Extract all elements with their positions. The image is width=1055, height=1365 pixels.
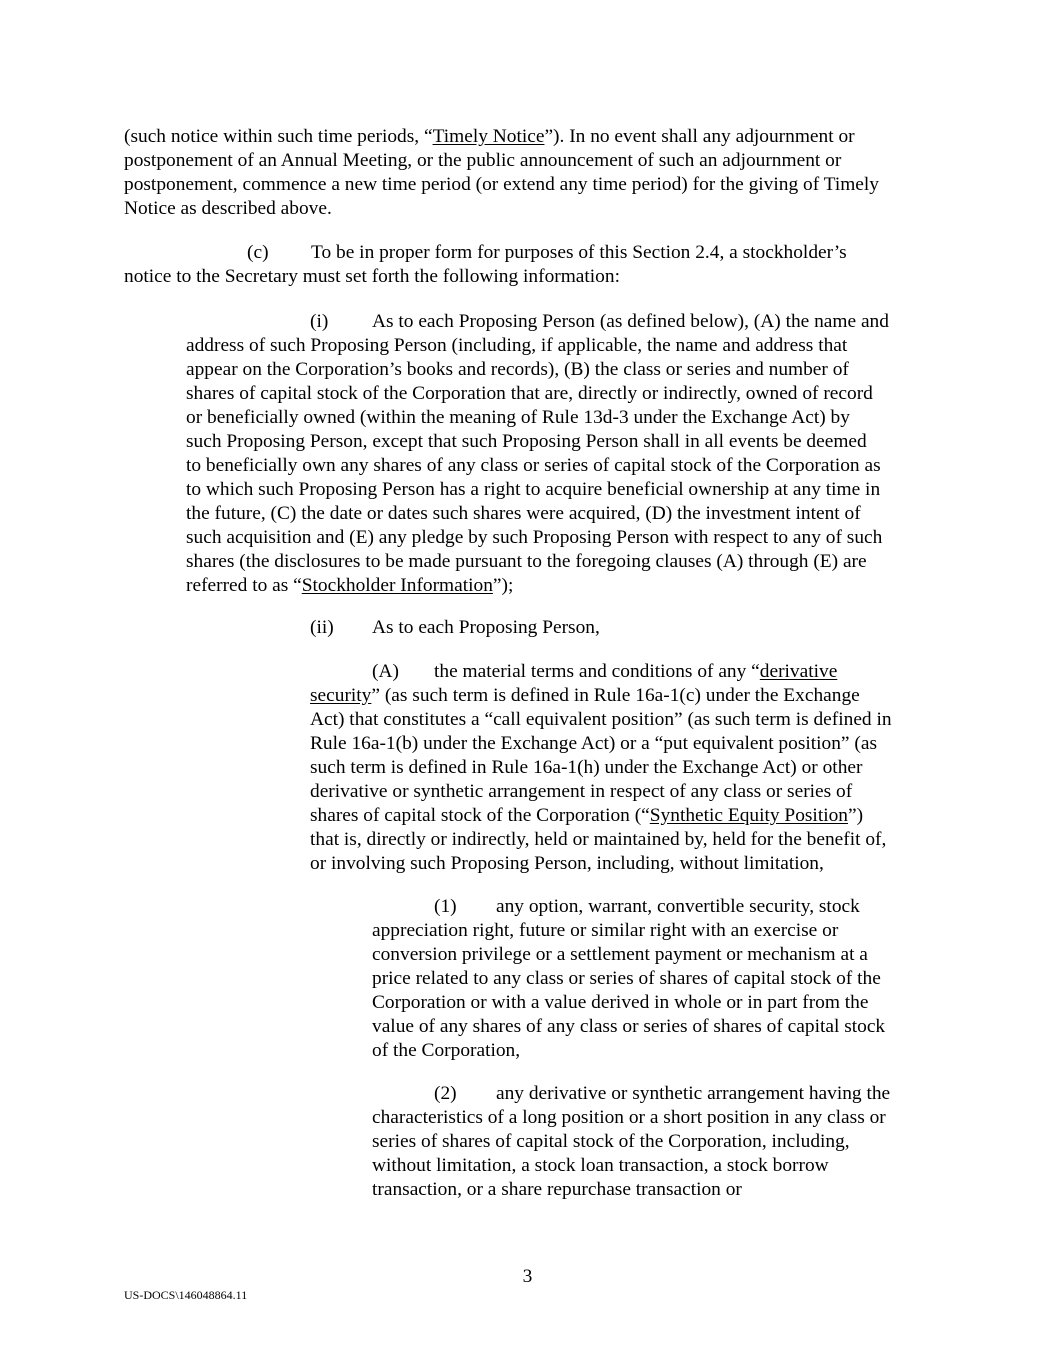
text-line: to beneficially own any shares of any class or series of capital stock of the Corporation as [186, 455, 881, 476]
text-line: value of any shares of any class or series of shares of capital stock [372, 1016, 886, 1037]
defined-term-derivative-security: security [310, 685, 372, 706]
text-line: Corporation or with a value derived in whole or in part from the [372, 992, 869, 1013]
text-line: (such notice within such time periods, “Timely Notice”). In no event shall any adjournment or [124, 126, 855, 147]
text-line: postponement, commence a new time period (or extend any time period) for the giving of Timely [124, 174, 879, 195]
text-line: transaction, or a share repurchase transaction or [372, 1179, 742, 1200]
defined-term-synthetic-equity-position: Synthetic Equity Position [649, 805, 848, 826]
clause-marker-1: (1) [434, 896, 457, 917]
clause-marker-A: (A) [372, 661, 399, 682]
text-line: conversion privilege or a settlement payment or mechanism at a [372, 944, 868, 965]
text-line: (i) As to each Proposing Person (as defined below), (A) the name and [310, 311, 889, 332]
text-line: address of such Proposing Person (including, if applicable, the name and address that [186, 335, 848, 356]
paragraph-timely-notice [124, 125, 879, 221]
text-line: or involving such Proposing Person, including, without limitation, [310, 853, 824, 874]
item-i [186, 310, 889, 598]
item-2 [372, 1082, 890, 1202]
text-line: such acquisition and (E) any pledge by such Proposing Person with respect to any of such [186, 527, 883, 548]
item-A [310, 660, 892, 876]
text-line: characteristics of a long position or a short position in any class or [372, 1107, 886, 1128]
item-1 [372, 895, 885, 1063]
text-line: price related to any class or series of shares of capital stock of the [372, 968, 881, 989]
clause-marker-i: (i) [310, 311, 329, 332]
text-line: shares of capital stock of the Corporation (“Synthetic Equity Position”) [310, 805, 864, 826]
text-line: derivative or synthetic arrangement in respect of any class or series of [310, 781, 853, 802]
defined-term-stockholder-information: Stockholder Information [301, 575, 493, 596]
defined-term-derivative-security: derivative [759, 661, 838, 682]
text-line: (ii) As to each Proposing Person, [310, 617, 600, 638]
text-line: (c) To be in proper form for purposes of this Section 2.4, a stockholder’s [247, 242, 847, 263]
page-number: 3 [522, 1266, 533, 1287]
text-line: postponement of an Annual Meeting, or the public announcement of such an adjournment or [124, 150, 842, 171]
text-line: such Proposing Person, except that such Proposing Person shall in all events be deemed [186, 431, 867, 452]
text-line: security” (as such term is defined in Rule 16a-1(c) under the Exchange [310, 685, 860, 706]
text-line: Rule 16a-1(b) under the Exchange Act) or a “put equivalent position” (as [310, 733, 877, 754]
text-line: notice to the Secretary must set forth the following information: [124, 266, 620, 287]
text-line: shares of capital stock of the Corporation that are, directly or indirectly, owned of record [186, 383, 873, 404]
text-line: appreciation right, future or similar right with an exercise or [372, 920, 839, 941]
section-c [124, 241, 847, 289]
text-line: (2) any derivative or synthetic arrangement having the [434, 1083, 891, 1104]
text-line: without limitation, a stock loan transaction, a stock borrow [372, 1155, 829, 1176]
text-line: shares (the disclosures to be made pursuant to the foregoing clauses (A) through (E) are [186, 551, 867, 572]
defined-term-timely-notice: Timely Notice [432, 126, 545, 147]
text-line: the future, (C) the date or dates such shares were acquired, (D) the investment intent of [186, 503, 861, 524]
text-line: (1) any option, warrant, convertible security, stock [434, 896, 860, 917]
text-line: referred to as “Stockholder Information”); [186, 575, 514, 596]
clause-marker-ii: (ii) [310, 617, 334, 638]
text-line: (A) the material terms and conditions of any “derivative [372, 661, 838, 682]
text-line: Act) that constitutes a “call equivalent position” (as such term is defined in [310, 709, 892, 730]
clause-marker-c: (c) [247, 242, 269, 263]
text-line: series of shares of capital stock of the Corporation, including, [372, 1131, 850, 1152]
text-line: such term is defined in Rule 16a-1(h) under the Exchange Act) or other [310, 757, 863, 778]
text-line: Notice as described above. [124, 198, 332, 219]
item-ii [310, 616, 600, 640]
text-line: of the Corporation, [372, 1040, 521, 1061]
text-line: appear on the Corporation’s books and records), (B) the class or series and number of [186, 359, 849, 380]
clause-marker-2: (2) [434, 1083, 457, 1104]
text-line: to which such Proposing Person has a right to acquire beneficial ownership at any time in [186, 479, 881, 500]
document-id: US-DOCS\146048864.11 [124, 1288, 248, 1302]
text-line: that is, directly or indirectly, held or maintained by, held for the benefit of, [310, 829, 887, 850]
text-line: or beneficially owned (within the meaning of Rule 13d-3 under the Exchange Act) by [186, 407, 850, 428]
